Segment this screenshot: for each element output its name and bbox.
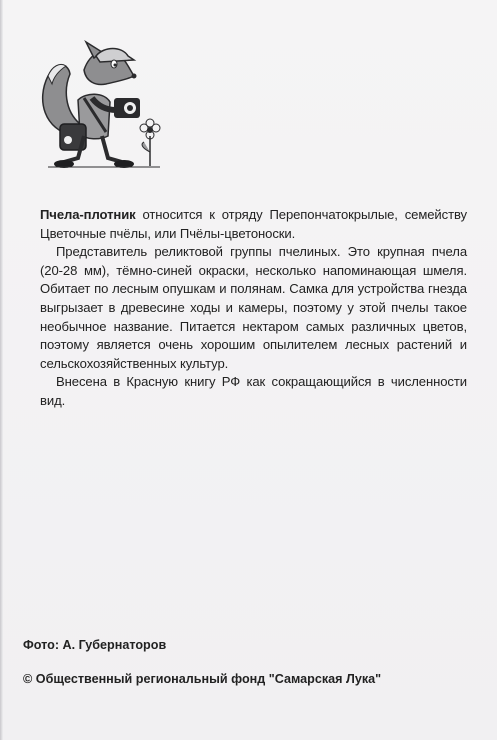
intro-text: относится к отряду Перепончатокрылые, семейству Цветочные пчёлы, или Пчёлы-цветоноски. [40,207,467,241]
copyright-notice: © Общественный региональный фонд "Самарская Лука" [23,672,382,686]
article-text [40,206,467,411]
description-paragraph: Представитель реликтовой группы пчелиных. Это крупная пчела (20-28 мм), тёмно-синей окраски, несколько напоминающая шмеля. Обитает по лесным опушкам и полянам. Самка для устройства гнезда выгрызает в древесине ходы и камеры, поэтому у этой пчелы такое необычное название. Питается нектаром самых различных цветов, поэтому является очень хорошим опылителем лесных растений и сельскохозяйственных культур. [40,244,467,371]
species-name: Пчела-плотник [40,207,136,222]
page-edge [0,0,3,740]
fox-photographer-icon [34,40,162,170]
intro-paragraph [40,206,467,243]
red-book-paragraph: Внесена в Красную книгу РФ как сокращающийся в численности вид. [40,374,467,408]
photo-credit: Фото: А. Губернаторов [23,638,167,652]
